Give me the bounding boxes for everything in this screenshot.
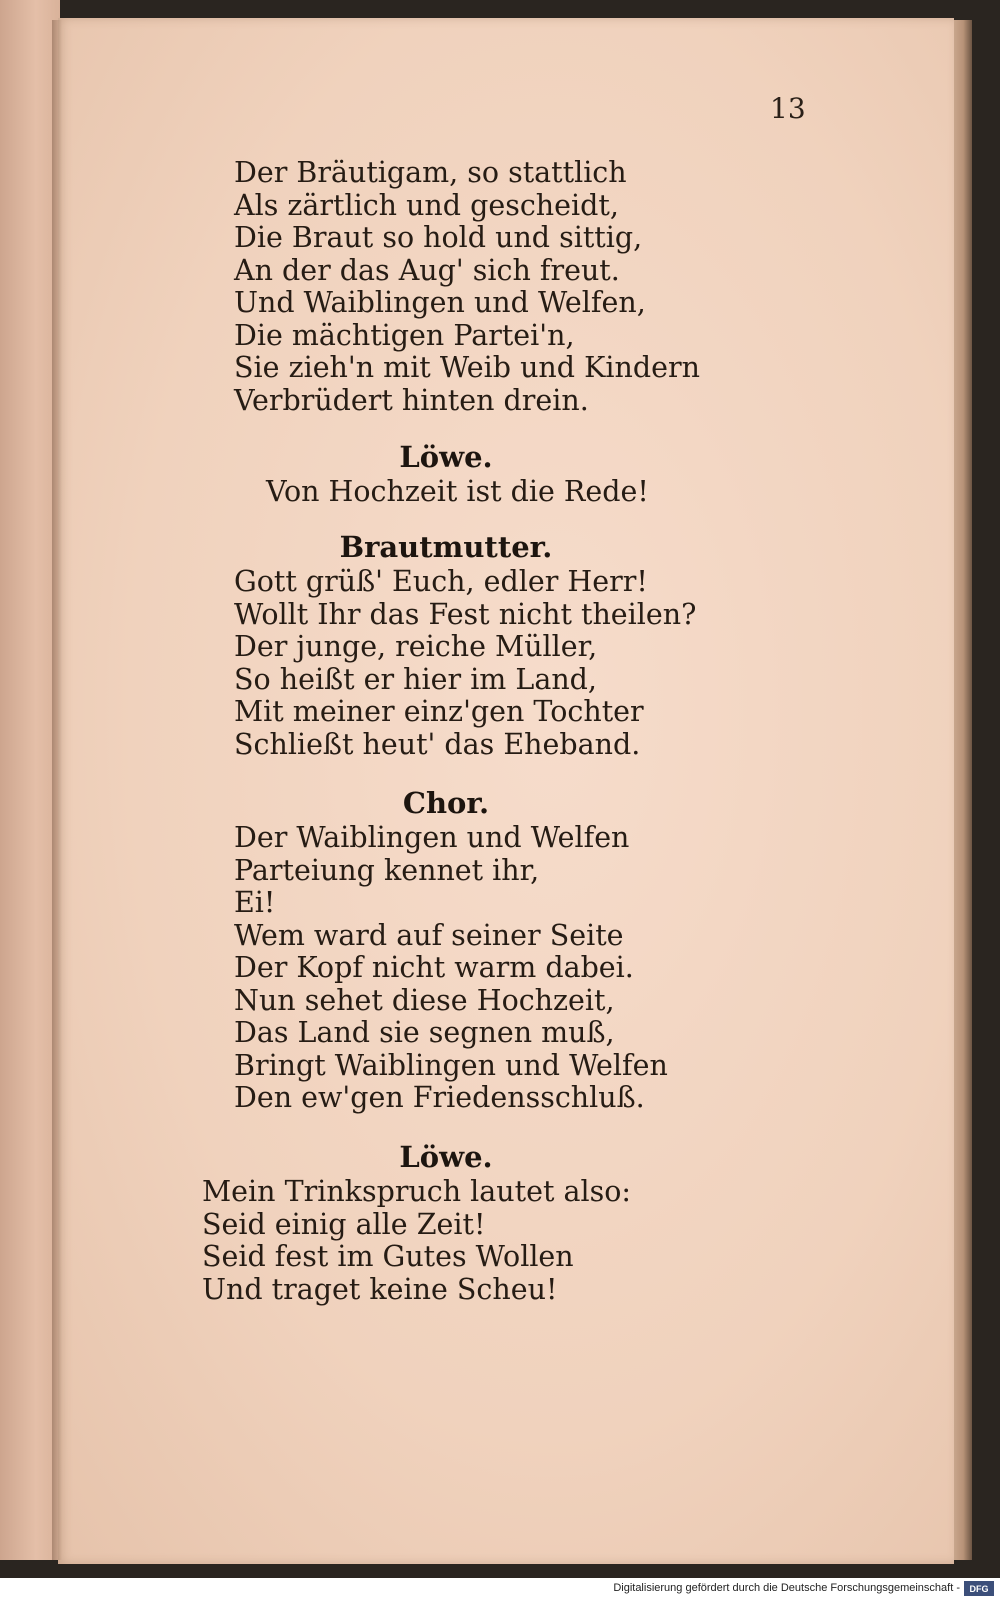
verse-line: Und Waiblingen und Welfen,	[234, 286, 646, 319]
speaker-heading-brautmutter: Brautmutter.	[339, 530, 553, 564]
speaker-heading-chor: Chor.	[402, 786, 490, 820]
verse-line: Mit meiner einz'gen Tochter	[234, 695, 644, 728]
verse-line: Gott grüß' Euch, edler Herr!	[234, 565, 648, 598]
verse-block-1	[234, 157, 700, 417]
verse-line: Schließt heut' das Eheband.	[234, 727, 641, 761]
verse-line: Seid einig alle Zeit!	[202, 1207, 486, 1241]
verse-line: Der Kopf nicht warm dabei.	[234, 951, 634, 984]
funding-credit: Digitalisierung gefördert durch die Deutsche Forschungsgemeinschaft -	[613, 1582, 960, 1594]
verse-line: Von Hochzeit ist die Rede!	[266, 475, 649, 508]
facing-page-edge	[0, 0, 60, 1560]
verse-block-4	[234, 822, 668, 1115]
speaker-heading-loewe-2: Löwe.	[399, 1140, 493, 1174]
spine-shadow	[52, 20, 62, 1560]
verse-line: Verbrüdert hinten drein.	[234, 383, 589, 417]
page-number: 13	[770, 92, 806, 125]
verse-block-5	[202, 1176, 631, 1306]
verse-line: Sie zieh'n mit Weib und Kindern	[234, 351, 700, 384]
verse-line: Wollt Ihr das Fest nicht theilen?	[234, 597, 697, 631]
verse-line: So heißt er hier im Land,	[234, 662, 597, 696]
verse-line: Der Bräutigam, so stattlich	[234, 156, 627, 189]
verse-line: Die Braut so hold und sittig,	[234, 221, 643, 254]
verse-line: Mein Trinkspruch lautet also:	[202, 1175, 631, 1208]
speaker-heading-loewe: Löwe.	[399, 440, 493, 474]
verse-line: An der das Aug' sich freut.	[234, 253, 620, 287]
verse-line: Ei!	[234, 886, 276, 919]
dfg-logo: DFG	[964, 1581, 994, 1596]
verse-line: Wem ward auf seiner Seite	[234, 918, 624, 952]
verse-line: Der junge, reiche Müller,	[234, 630, 598, 663]
verse-line: Und traget keine Scheu!	[202, 1272, 558, 1306]
verse-block-2	[266, 476, 649, 509]
verse-line: Den ew'gen Friedensschluß.	[234, 1081, 645, 1114]
verse-line: Nun sehet diese Hochzeit,	[234, 983, 615, 1017]
verse-line: Das Land sie segnen muß,	[234, 1016, 615, 1049]
verse-line: Als zärtlich und gescheidt,	[234, 188, 619, 222]
verse-block-3	[234, 566, 696, 761]
verse-line: Der Waiblingen und Welfen	[234, 821, 630, 854]
verse-line: Bringt Waiblingen und Welfen	[234, 1048, 668, 1082]
verse-line: Seid fest im Gutes Wollen	[202, 1240, 574, 1273]
verse-line: Parteiung kennet ihr,	[234, 853, 540, 887]
verse-line: Die mächtigen Partei'n,	[234, 318, 575, 352]
